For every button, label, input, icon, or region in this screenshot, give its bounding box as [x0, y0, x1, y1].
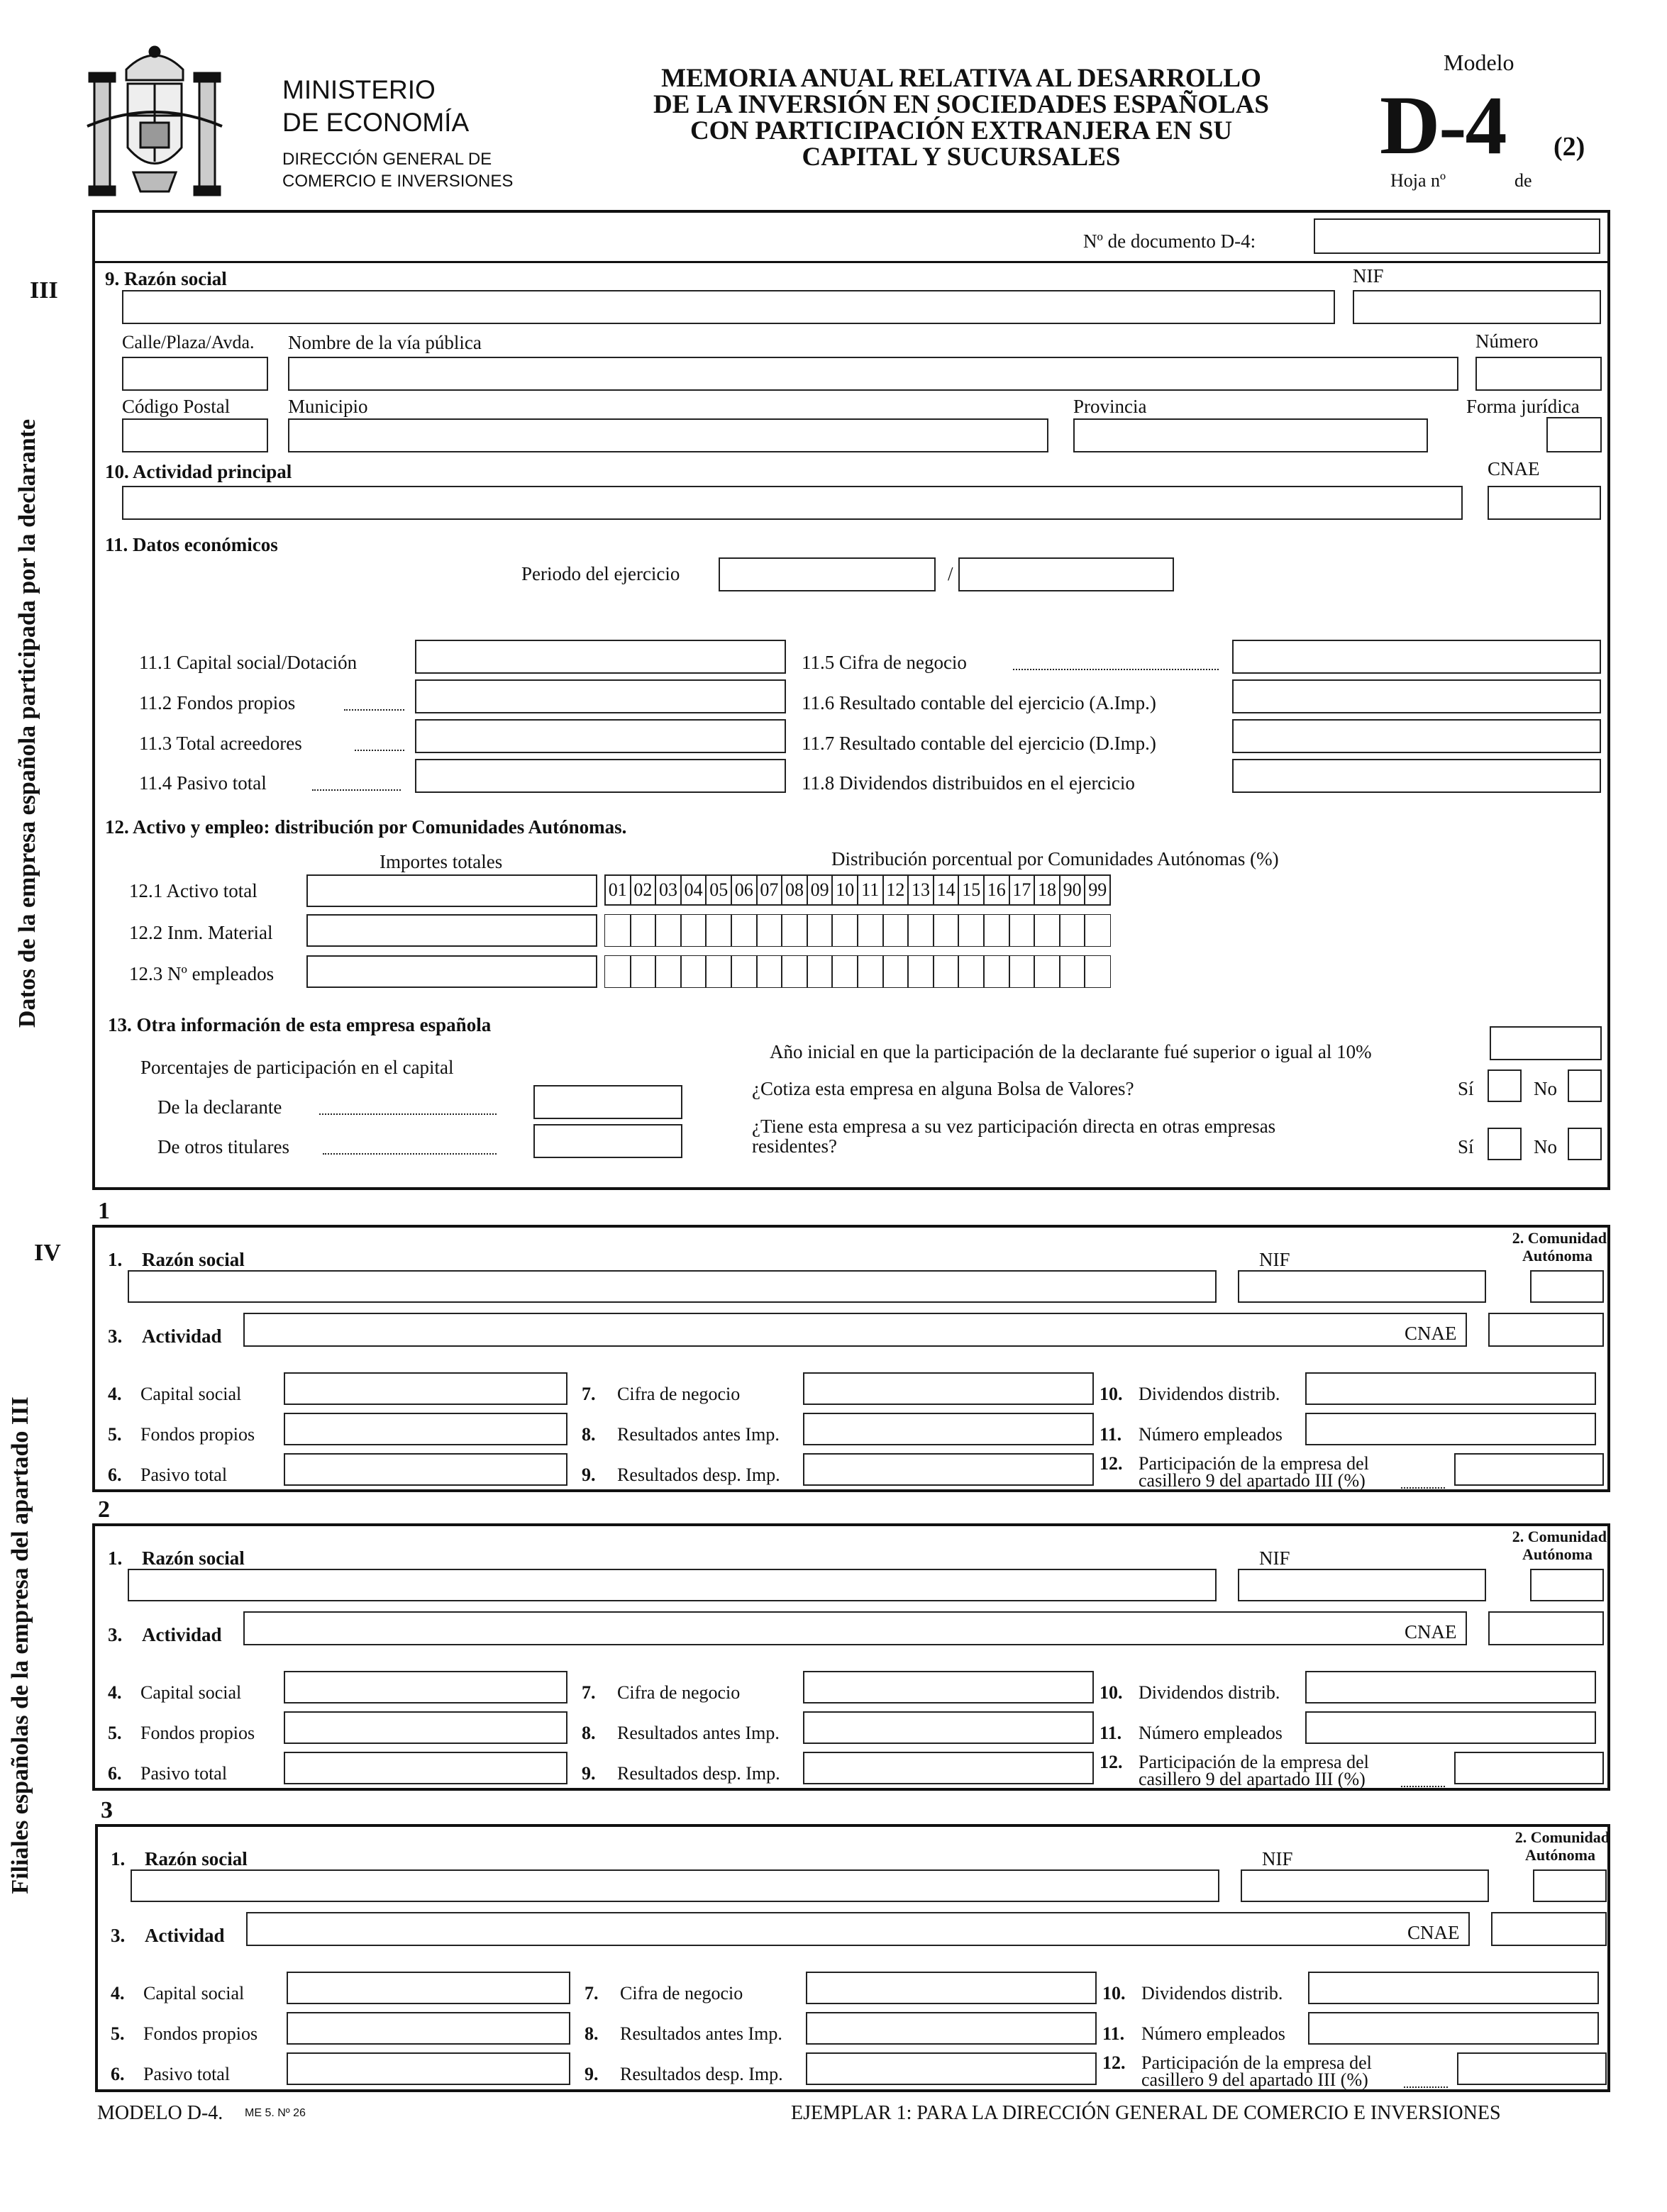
dividendos-field[interactable]	[1308, 1972, 1599, 2004]
actividad-principal-field[interactable]	[122, 486, 1463, 520]
forma-juridica-label: Forma jurídica	[1466, 396, 1580, 417]
empleados-importe-field[interactable]	[306, 955, 597, 988]
resultados-despues-field[interactable]	[803, 1453, 1094, 1486]
resultados-antes-num: 8.	[582, 1723, 596, 1743]
cifra-negocio-field[interactable]	[803, 1671, 1094, 1704]
razon-social-label: Razón social	[145, 1848, 248, 1869]
datos-economicos-label: 11. Datos económicos	[105, 534, 278, 555]
pasivo-total-num: 6.	[108, 1465, 122, 1485]
anio-inicial-field[interactable]	[1490, 1026, 1602, 1060]
resultados-despues-label: Resultados desp. Imp.	[620, 2064, 783, 2084]
fondos-propios-num: 5.	[108, 1424, 122, 1445]
distribucion-label: Distribución porcentual por Comunidades Autónomas (%)	[831, 848, 1279, 869]
otra-info-label: 13. Otra información de esta empresa española	[108, 1014, 492, 1035]
cotiza-no-label: No	[1534, 1078, 1557, 1099]
section-iv-roman: IV	[34, 1240, 61, 1266]
anio-inicial-label: Año inicial en que la participación de la declarante fué superior o igual al 10%	[770, 1041, 1372, 1062]
comunidad-label-line1: 2. Comunidad	[1512, 1528, 1607, 1545]
dividendos-label: Dividendos distrib.	[1141, 1983, 1283, 2003]
numero-empleados-num: 11.	[1102, 2023, 1125, 2044]
empleados-pct-18[interactable]	[1034, 955, 1060, 988]
ca-code-04: 04	[680, 874, 707, 906]
inm-material-pct-06[interactable]	[731, 914, 758, 947]
comunidad-field[interactable]	[1530, 1569, 1604, 1601]
footer-modelo: MODELO D-4.	[97, 2102, 223, 2124]
capital-social-field[interactable]	[284, 1671, 567, 1704]
empleados-pct-15[interactable]	[958, 955, 985, 988]
coat-of-arms-logo	[84, 41, 226, 199]
empleados-pct-90[interactable]	[1059, 955, 1086, 988]
actividad-label: Actividad	[142, 1325, 222, 1347]
empleados-pct-11[interactable]	[857, 955, 884, 988]
cifra-negocio-label: Cifra de negocio	[617, 1384, 741, 1404]
cnae-label: CNAE	[1405, 1621, 1457, 1643]
tiene-no-label: No	[1534, 1136, 1557, 1157]
leader-dots	[1401, 1487, 1445, 1489]
ca-code-15: 15	[958, 874, 985, 906]
nif-field[interactable]	[1238, 1270, 1486, 1303]
leader-dots	[312, 789, 401, 791]
municipio-field[interactable]	[288, 418, 1048, 452]
nif-field[interactable]	[1353, 290, 1601, 324]
razon-social-field[interactable]	[122, 290, 1335, 324]
ca-code-99: 99	[1084, 874, 1111, 906]
capital-social-num: 4.	[108, 1682, 122, 1703]
econ-11-7-field[interactable]	[1232, 719, 1601, 753]
dividendos-num: 10.	[1100, 1384, 1123, 1404]
inm-material-pct-01[interactable]	[604, 914, 631, 947]
econ-11-6-field[interactable]	[1232, 679, 1601, 713]
razon-social-field[interactable]	[128, 1569, 1217, 1601]
leader-dots	[323, 1153, 497, 1155]
empleados-pct-06[interactable]	[731, 955, 758, 988]
calle-field[interactable]	[122, 357, 268, 391]
periodo-slash: /	[948, 563, 953, 584]
cnae-label: CNAE	[1405, 1323, 1457, 1344]
codigo-postal-field[interactable]	[122, 418, 268, 452]
ca-code-13: 13	[907, 874, 934, 906]
comunidad-label-line1: 2. Comunidad	[1512, 1229, 1607, 1247]
participacion-field[interactable]	[1454, 1752, 1604, 1784]
inm-material-pct-07[interactable]	[756, 914, 783, 947]
actividad-label: Actividad	[145, 1925, 225, 1946]
empleados-pct-02[interactable]	[630, 955, 657, 988]
tiene-no-checkbox[interactable]	[1568, 1128, 1602, 1160]
cnae-label: CNAE	[1488, 458, 1540, 479]
fondos-propios-num: 5.	[108, 1723, 122, 1743]
participacion-label: Participación de la empresa del	[1139, 1752, 1369, 1772]
inm-material-pct-11[interactable]	[857, 914, 884, 947]
resultados-despues-field[interactable]	[803, 1752, 1094, 1784]
section-iv-side-label: Filiales españolas de la empresa del apartado III	[7, 1396, 33, 1894]
codigo-postal-label: Código Postal	[122, 396, 231, 417]
participacion-label-line2: casillero 9 del apartado III (%)	[1141, 2069, 1368, 2090]
filial-frame	[92, 1523, 1610, 1791]
row-12-1-label: 12.1 Activo total	[129, 880, 257, 901]
fondos-propios-label: Fondos propios	[140, 1723, 255, 1743]
filial-number: 1	[98, 1198, 110, 1224]
econ-11-8-label: 11.8 Dividendos distribuidos en el ejercicio	[802, 772, 1135, 794]
econ-11-3-field[interactable]	[415, 719, 786, 753]
cnae-field[interactable]	[1488, 1313, 1604, 1347]
nif-label: NIF	[1259, 1547, 1290, 1569]
empleados-pct-07[interactable]	[756, 955, 783, 988]
porcentajes-label: Porcentajes de participación en el capital	[140, 1057, 454, 1078]
econ-11-5-field[interactable]	[1232, 640, 1601, 674]
razon-social-num: 1.	[111, 1848, 126, 1869]
cotiza-label: ¿Cotiza esta empresa en alguna Bolsa de Valores?	[752, 1078, 1134, 1099]
cifra-negocio-num: 7.	[582, 1682, 596, 1703]
inm-material-pct-02[interactable]	[630, 914, 657, 947]
econ-11-1-label: 11.1 Capital social/Dotación	[139, 652, 358, 673]
cifra-negocio-label: Cifra de negocio	[620, 1983, 743, 2003]
filial-number: 3	[101, 1797, 113, 1823]
importes-totales-label: Importes totales	[380, 851, 503, 872]
footer-ref: ME 5. Nº 26	[245, 2107, 306, 2119]
empleados-pct-04[interactable]	[680, 955, 707, 988]
resultados-antes-field[interactable]	[803, 1413, 1094, 1445]
dividendos-num: 10.	[1100, 1682, 1123, 1703]
actividad-num: 3.	[108, 1325, 123, 1347]
resultados-antes-num: 8.	[585, 2023, 599, 2044]
resultados-despues-field[interactable]	[806, 2052, 1097, 2085]
nif-field[interactable]	[1238, 1569, 1486, 1601]
econ-11-6-label: 11.6 Resultado contable del ejercicio (A.Imp.)	[802, 692, 1156, 713]
cotiza-no-checkbox[interactable]	[1568, 1069, 1602, 1102]
inm-material-pct-05[interactable]	[705, 914, 732, 947]
calle-label: Calle/Plaza/Avda.	[122, 332, 255, 352]
econ-11-5-label: 11.5 Cifra de negocio	[802, 652, 967, 673]
modelo-code: D-4	[1380, 79, 1506, 172]
comunidad-label-line2: Autónoma	[1524, 1846, 1595, 1864]
municipio-label: Municipio	[288, 396, 368, 417]
resultados-antes-label: Resultados antes Imp.	[620, 2023, 782, 2044]
hoja-de-label: de	[1514, 170, 1532, 191]
razon-social-label: Razón social	[142, 1249, 245, 1270]
numero-empleados-label: Número empleados	[1139, 1723, 1283, 1743]
resultados-antes-field[interactable]	[806, 2012, 1097, 2045]
otros-titulares-pct-field[interactable]	[533, 1124, 682, 1158]
econ-11-4-field[interactable]	[415, 759, 786, 793]
fondos-propios-label: Fondos propios	[140, 1424, 255, 1445]
capital-social-label: Capital social	[140, 1384, 242, 1404]
pasivo-total-label: Pasivo total	[143, 2064, 231, 2084]
dividendos-field[interactable]	[1305, 1372, 1596, 1405]
actividad-label: Actividad	[142, 1624, 222, 1645]
resultados-despues-num: 9.	[582, 1465, 596, 1485]
razon-social-num: 1.	[108, 1249, 123, 1270]
directorate-line2: COMERCIO E INVERSIONES	[282, 172, 514, 191]
participacion-label: Participación de la empresa del	[1139, 1453, 1369, 1474]
modelo-number: (2)	[1554, 132, 1585, 162]
empleados-pct-13[interactable]	[907, 955, 934, 988]
resultados-despues-label: Resultados desp. Imp.	[617, 1465, 780, 1485]
inm-material-pct-13[interactable]	[907, 914, 934, 947]
leader-dots	[319, 1113, 497, 1115]
cnae-field[interactable]	[1488, 486, 1601, 520]
ca-code-90: 90	[1059, 874, 1086, 906]
numero-empleados-num: 11.	[1100, 1424, 1122, 1445]
resultados-despues-num: 9.	[582, 1763, 596, 1784]
leader-dots	[355, 750, 404, 751]
filial-number: 2	[98, 1496, 110, 1523]
econ-11-7-label: 11.7 Resultado contable del ejercicio (D.Imp.)	[802, 733, 1156, 754]
modelo-label: Modelo	[1444, 50, 1514, 75]
razon-social-label: Razón social	[142, 1547, 245, 1569]
ministry-name-line1: MINISTERIO	[282, 75, 436, 104]
pasivo-total-field[interactable]	[284, 1752, 567, 1784]
actividad-num: 3.	[111, 1925, 126, 1946]
numero-field[interactable]	[1475, 357, 1602, 391]
section-iii-roman: III	[30, 277, 58, 304]
leader-dots	[1013, 669, 1219, 670]
comunidad-label-line2: Autónoma	[1522, 1545, 1593, 1563]
inm-material-pct-04[interactable]	[680, 914, 707, 947]
cifra-negocio-field[interactable]	[803, 1372, 1094, 1405]
activo-empleo-label: 12. Activo y empleo: distribución por Comunidades Autónomas.	[105, 816, 627, 838]
comunidad-field[interactable]	[1530, 1270, 1604, 1303]
actividad-num: 3.	[108, 1624, 123, 1645]
empleados-pct-12[interactable]	[882, 955, 909, 988]
participacion-num: 12.	[1102, 2052, 1126, 2073]
fondos-propios-field[interactable]	[287, 2012, 570, 2045]
inm-material-pct-15[interactable]	[958, 914, 985, 947]
ca-code-12: 12	[882, 874, 909, 906]
activo-total-importe-field[interactable]	[306, 874, 597, 907]
ca-code-16: 16	[983, 874, 1010, 906]
ca-code-03: 03	[655, 874, 682, 906]
nif-field[interactable]	[1241, 1869, 1489, 1902]
ca-code-05: 05	[705, 874, 732, 906]
participacion-num: 12.	[1100, 1453, 1123, 1474]
inm-material-pct-09[interactable]	[807, 914, 834, 947]
tiene-label-line1: ¿Tiene esta empresa a su vez participación directa en otras empresas	[752, 1116, 1276, 1137]
fondos-propios-field[interactable]	[284, 1413, 567, 1445]
numero-empleados-label: Número empleados	[1139, 1424, 1283, 1445]
empleados-pct-09[interactable]	[807, 955, 834, 988]
periodo-start-field[interactable]	[719, 557, 936, 591]
ca-code-08: 08	[781, 874, 808, 906]
pasivo-total-num: 6.	[111, 2064, 125, 2084]
leader-dots	[344, 709, 404, 711]
footer-ejemplar: EJEMPLAR 1: PARA LA DIRECCIÓN GENERAL DE COMERCIO E INVERSIONES	[791, 2102, 1501, 2124]
provincia-label: Provincia	[1073, 396, 1147, 417]
periodo-label: Periodo del ejercicio	[521, 563, 680, 584]
divider	[95, 261, 1607, 263]
via-field[interactable]	[288, 357, 1458, 391]
tiene-label-line2: residentes?	[752, 1135, 837, 1157]
ca-code-10: 10	[831, 874, 858, 906]
comunidad-label-line1: 2. Comunidad	[1514, 1828, 1610, 1846]
capital-social-label: Capital social	[143, 1983, 245, 2003]
ca-code-01: 01	[604, 874, 631, 906]
pasivo-total-field[interactable]	[284, 1453, 567, 1486]
cifra-negocio-field[interactable]	[806, 1972, 1097, 2004]
doc-number-field[interactable]	[1314, 218, 1600, 254]
provincia-field[interactable]	[1073, 418, 1428, 452]
resultados-despues-num: 9.	[585, 2064, 599, 2084]
tiene-si-checkbox[interactable]	[1488, 1128, 1522, 1160]
participacion-label: Participación de la empresa del	[1141, 2052, 1372, 2073]
empleados-pct-08[interactable]	[781, 955, 808, 988]
razon-social-field[interactable]	[128, 1270, 1217, 1303]
inm-material-pct-18[interactable]	[1034, 914, 1060, 947]
ca-code-18: 18	[1034, 874, 1060, 906]
ca-code-14: 14	[933, 874, 960, 906]
empleados-pct-05[interactable]	[705, 955, 732, 988]
pasivo-total-num: 6.	[108, 1763, 122, 1784]
dividendos-label: Dividendos distrib.	[1139, 1384, 1280, 1404]
leader-dots	[1404, 2086, 1448, 2088]
comunidad-field[interactable]	[1533, 1869, 1607, 1902]
capital-social-label: Capital social	[140, 1682, 242, 1703]
inm-material-pct-90[interactable]	[1059, 914, 1086, 947]
econ-11-4-label: 11.4 Pasivo total	[139, 772, 267, 794]
resultados-antes-label: Resultados antes Imp.	[617, 1424, 780, 1445]
empleados-pct-10[interactable]	[831, 955, 858, 988]
capital-social-field[interactable]	[284, 1372, 567, 1405]
actividad-field[interactable]	[246, 1912, 1470, 1946]
ca-code-07: 07	[756, 874, 783, 906]
row-12-2-label: 12.2 Inm. Material	[129, 922, 273, 943]
cotiza-si-label: Sí	[1458, 1078, 1474, 1099]
inm-material-pct-14[interactable]	[933, 914, 960, 947]
numero-empleados-field[interactable]	[1305, 1413, 1596, 1445]
razon-social-num: 1.	[108, 1547, 123, 1569]
tiene-si-label: Sí	[1458, 1136, 1474, 1157]
directorate-line1: DIRECCIÓN GENERAL DE	[282, 150, 492, 169]
hoja-label: Hoja nº	[1390, 170, 1446, 191]
inm-material-pct-99[interactable]	[1084, 914, 1111, 947]
declarante-label: De la declarante	[157, 1096, 282, 1118]
inm-material-pct-08[interactable]	[781, 914, 808, 947]
forma-juridica-field[interactable]	[1546, 417, 1602, 452]
ca-code-17: 17	[1009, 874, 1036, 906]
participacion-label-line2: casillero 9 del apartado III (%)	[1139, 1470, 1366, 1491]
nif-label: NIF	[1259, 1249, 1290, 1270]
pasivo-total-label: Pasivo total	[140, 1763, 228, 1784]
inm-material-pct-17[interactable]	[1009, 914, 1036, 947]
participacion-num: 12.	[1100, 1752, 1123, 1772]
numero-label: Número	[1475, 330, 1539, 352]
econ-11-8-field[interactable]	[1232, 759, 1601, 793]
periodo-end-field[interactable]	[958, 557, 1174, 591]
nif-label: NIF	[1353, 265, 1384, 287]
participacion-label-line2: casillero 9 del apartado III (%)	[1139, 1769, 1366, 1789]
empleados-pct-01[interactable]	[604, 955, 631, 988]
dividendos-num: 10.	[1102, 1983, 1126, 2003]
inm-material-pct-12[interactable]	[882, 914, 909, 947]
fondos-propios-label: Fondos propios	[143, 2023, 258, 2044]
ca-code-11: 11	[857, 874, 884, 906]
inm-material-pct-10[interactable]	[831, 914, 858, 947]
cifra-negocio-label: Cifra de negocio	[617, 1682, 741, 1703]
cnae-field[interactable]	[1488, 1611, 1604, 1645]
dividendos-label: Dividendos distrib.	[1139, 1682, 1280, 1703]
razon-social-field[interactable]	[131, 1869, 1219, 1902]
comunidad-label-line2: Autónoma	[1522, 1247, 1593, 1265]
resultados-antes-field[interactable]	[803, 1711, 1094, 1744]
declarante-pct-field[interactable]	[533, 1085, 682, 1119]
ca-code-06: 06	[731, 874, 758, 906]
row-12-3-label: 12.3 Nº empleados	[129, 963, 275, 984]
capital-social-num: 4.	[108, 1384, 122, 1404]
resultados-antes-num: 8.	[582, 1424, 596, 1445]
section-iii-side-label: Datos de la empresa española participada por la declarante	[14, 418, 40, 1028]
numero-empleados-field[interactable]	[1305, 1711, 1596, 1744]
ministry-name-line2: DE ECONOMÍA	[282, 108, 470, 137]
empleados-pct-99[interactable]	[1084, 955, 1111, 988]
numero-empleados-field[interactable]	[1308, 2012, 1599, 2045]
econ-11-1-field[interactable]	[415, 640, 786, 674]
cnae-field[interactable]	[1491, 1912, 1607, 1946]
resultados-despues-label: Resultados desp. Imp.	[617, 1763, 780, 1784]
resultados-antes-label: Resultados antes Imp.	[617, 1723, 780, 1743]
cnae-label: CNAE	[1407, 1922, 1460, 1943]
filial-frame	[92, 1225, 1610, 1492]
fondos-propios-field[interactable]	[284, 1711, 567, 1744]
fondos-propios-num: 5.	[111, 2023, 125, 2044]
otros-titulares-label: De otros titulares	[157, 1136, 289, 1157]
inm-material-importe-field[interactable]	[306, 914, 597, 947]
capital-social-field[interactable]	[287, 1972, 570, 2004]
empleados-pct-17[interactable]	[1009, 955, 1036, 988]
numero-empleados-label: Número empleados	[1141, 2023, 1285, 2044]
actividad-principal-label: 10. Actividad principal	[105, 461, 292, 482]
pasivo-total-label: Pasivo total	[140, 1465, 228, 1485]
form-title: MEMORIA ANUAL RELATIVA AL DESARROLLO DE LA INVERSIÓN EN SOCIEDADES ESPAÑOLAS CON PARTICIPACIÓN EXTRANJERA EN SU CAPITAL Y SUCURSALES	[653, 64, 1269, 172]
ca-code-02: 02	[630, 874, 657, 906]
empleados-pct-16[interactable]	[983, 955, 1010, 988]
leader-dots	[1401, 1786, 1445, 1787]
inm-material-pct-03[interactable]	[655, 914, 682, 947]
cotiza-si-checkbox[interactable]	[1488, 1069, 1522, 1102]
capital-social-num: 4.	[111, 1983, 125, 2003]
empleados-pct-14[interactable]	[933, 955, 960, 988]
doc-number-label: Nº de documento D-4:	[1083, 230, 1256, 252]
dividendos-field[interactable]	[1305, 1671, 1596, 1704]
numero-empleados-num: 11.	[1100, 1723, 1122, 1743]
ca-code-09: 09	[807, 874, 834, 906]
econ-11-2-label: 11.2 Fondos propios	[139, 692, 296, 713]
via-label: Nombre de la vía pública	[288, 332, 482, 353]
econ-11-3-label: 11.3 Total acreedores	[139, 733, 302, 754]
participacion-field[interactable]	[1454, 1453, 1604, 1486]
nif-label: NIF	[1262, 1848, 1293, 1869]
participacion-field[interactable]	[1457, 2052, 1607, 2085]
inm-material-pct-16[interactable]	[983, 914, 1010, 947]
pasivo-total-field[interactable]	[287, 2052, 570, 2085]
razon-social-label: 9. Razón social	[105, 268, 227, 289]
econ-11-2-field[interactable]	[415, 679, 786, 713]
cifra-negocio-num: 7.	[585, 1983, 599, 2003]
actividad-field[interactable]	[243, 1611, 1467, 1645]
actividad-field[interactable]	[243, 1313, 1467, 1347]
empleados-pct-03[interactable]	[655, 955, 682, 988]
cifra-negocio-num: 7.	[582, 1384, 596, 1404]
